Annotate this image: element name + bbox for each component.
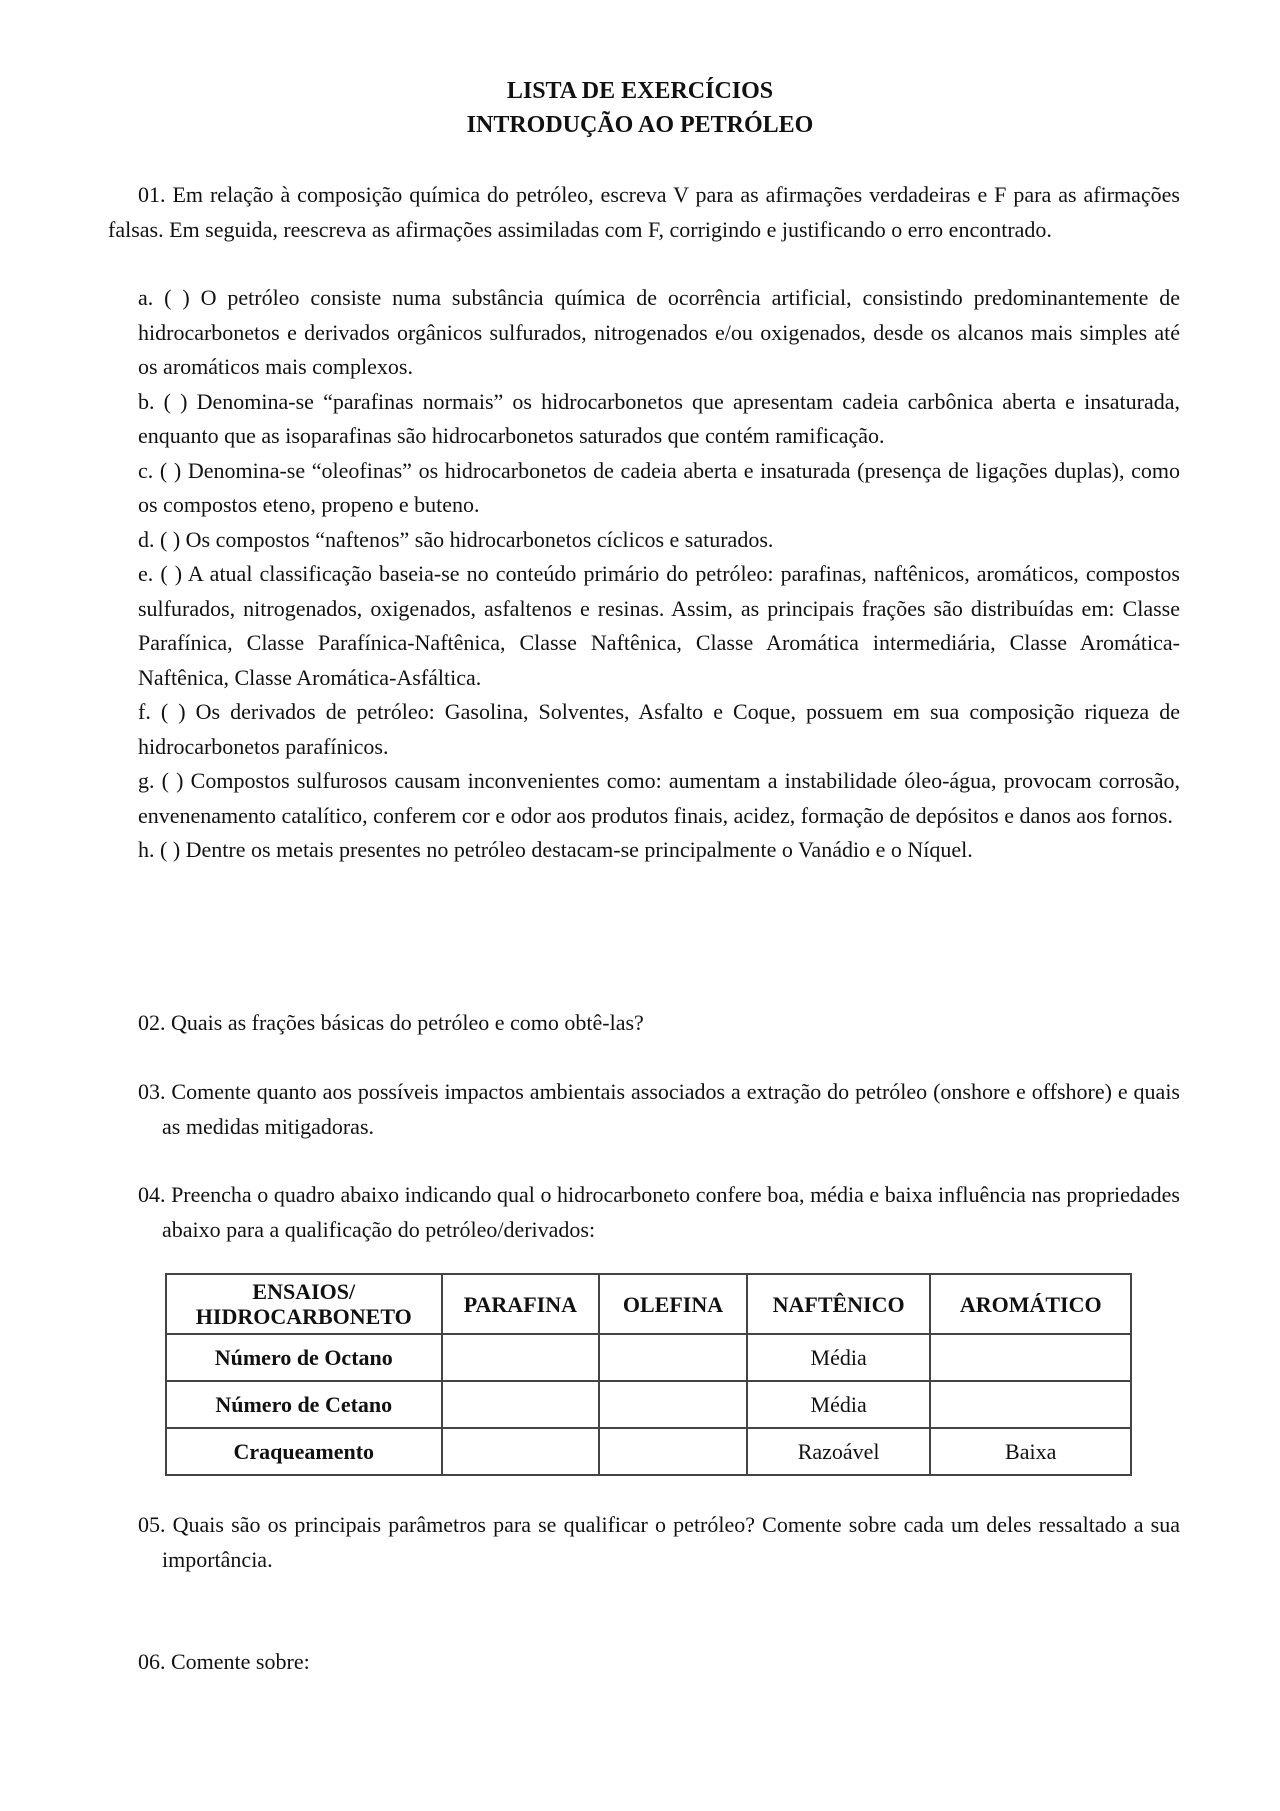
cell-cetano-aromatico[interactable] [930, 1381, 1131, 1428]
header-parafina: PARAFINA [442, 1274, 600, 1334]
row-label-craqueamento: Craqueamento [166, 1428, 442, 1475]
statement-a: a. ( ) O petróleo consiste numa substância química de ocorrência artificial, consistindo predominantemente de hidrocarbonetos e derivados orgânicos sulfurados, nitrogenados e/ou oxigenados, desde os alcanos mais simples até os aromáticos mais complexos. [138, 285, 1180, 379]
cell-craqueamento-naftenico: Razoável [747, 1428, 931, 1475]
cell-craqueamento-olefina[interactable] [599, 1428, 747, 1475]
statement-f: f. ( ) Os derivados de petróleo: Gasolina, Solventes, Asfalto e Coque, possuem em sua composição riqueza de hidrocarbonetos parafínicos. [138, 699, 1180, 759]
header-aromatico: AROMÁTICO [930, 1274, 1131, 1334]
table-row [166, 1381, 1131, 1428]
statement-g: g. ( ) Compostos sulfurosos causam inconvenientes como: aumentam a instabilidade óleo-água, provocam corrosão, envenenamento catalítico, conferem cor e odor aos produtos finais, acidez, formação de depósitos e danos aos fornos. [138, 768, 1180, 828]
table-row [166, 1428, 1131, 1475]
question-03 [138, 1075, 1180, 1144]
cell-octano-parafina[interactable] [442, 1334, 600, 1381]
cell-craqueamento-parafina[interactable] [442, 1428, 600, 1475]
cell-octano-naftenico: Média [747, 1334, 931, 1381]
question-02-text: 02. Quais as frações básicas do petróleo e como obtê-las? [138, 1010, 644, 1035]
statement-d: d. ( ) Os compostos “naftenos” são hidrocarbonetos cíclicos e saturados. [138, 526, 774, 552]
header-naftenico: NAFTÊNICO [747, 1274, 931, 1334]
cell-cetano-olefina[interactable] [599, 1381, 747, 1428]
cell-cetano-parafina[interactable] [442, 1381, 600, 1428]
document-subtitle: INTRODUÇÃO AO PETRÓLEO [466, 112, 814, 138]
statement-h: h. ( ) Dentre os metais presentes no petróleo destacam-se principalmente o Vanádio e o Níquel. [138, 837, 973, 862]
document-title: LISTA DE EXERCÍCIOS [506, 78, 774, 104]
question-01-prompt: 01. Em relação à composição química do petróleo, escreva V para as afirmações verdadeiras e F para as afirmações falsas. Em seguida, reescreva as afirmações assimiladas com F, corrigindo e justificando o erro encontrado. [108, 182, 1180, 242]
header-ensaios: ENSAIOS/ HIDROCARBONETO [166, 1274, 442, 1334]
question-06-text: 06. Comente sobre: [138, 1649, 310, 1674]
question-02 [138, 1006, 1180, 1041]
statement-b: b. ( ) Denomina-se “parafinas normais” os hidrocarbonetos que apresentam cadeia carbônica aberta e insaturada, enquanto que as isoparafinas são hidrocarbonetos saturados que contém ramificação. [138, 388, 1180, 448]
table-row [166, 1334, 1131, 1381]
cell-craqueamento-aromatico: Baixa [930, 1428, 1131, 1475]
question-03-text: 03. Comente quanto aos possíveis impactos ambientais associados a extração do petróleo (onshore e offshore) e quais as medidas mitigadoras. [138, 1079, 1180, 1139]
question-04 [138, 1178, 1180, 1247]
question-05 [138, 1508, 1180, 1577]
cell-cetano-naftenico: Média [747, 1381, 931, 1428]
question-01-items [138, 281, 1180, 868]
table-header-row [166, 1274, 1131, 1334]
question-06 [138, 1645, 1180, 1680]
question-05-text: 05. Quais são os principais parâmetros para se qualificar o petróleo? Comente sobre cada um deles ressaltado a sua importância. [138, 1512, 1180, 1572]
row-label-octano: Número de Octano [166, 1334, 442, 1381]
row-label-cetano: Número de Cetano [166, 1381, 442, 1428]
header-olefina: OLEFINA [599, 1274, 747, 1334]
statement-e: e. ( ) A atual classificação baseia-se no conteúdo primário do petróleo: parafinas, naftênicos, aromáticos, compostos sulfurados, nitrogenados, oxigenados, asfaltenos e resinas. Assim, as principais frações são distribuídas em: Classe Parafínica, Classe Parafínica-Naftênica, Classe Naftênica, Classe Aromática intermediária, Classe Aromática-Naftênica, Classe Aromática-Asfáltica. [138, 561, 1180, 690]
question-04-text: 04. Preencha o quadro abaixo indicando qual o hidrocarboneto confere boa, média e baixa influência nas propriedades abaixo para a qualificação do petróleo/derivados: [138, 1182, 1180, 1242]
cell-octano-olefina[interactable] [599, 1334, 747, 1381]
hydrocarbon-influence-table [165, 1273, 1132, 1476]
cell-octano-aromatico[interactable] [930, 1334, 1131, 1381]
statement-c: c. ( ) Denomina-se “oleofinas” os hidrocarbonetos de cadeia aberta e insaturada (presença de ligações duplas), como os compostos eteno, propeno e buteno. [138, 457, 1180, 517]
